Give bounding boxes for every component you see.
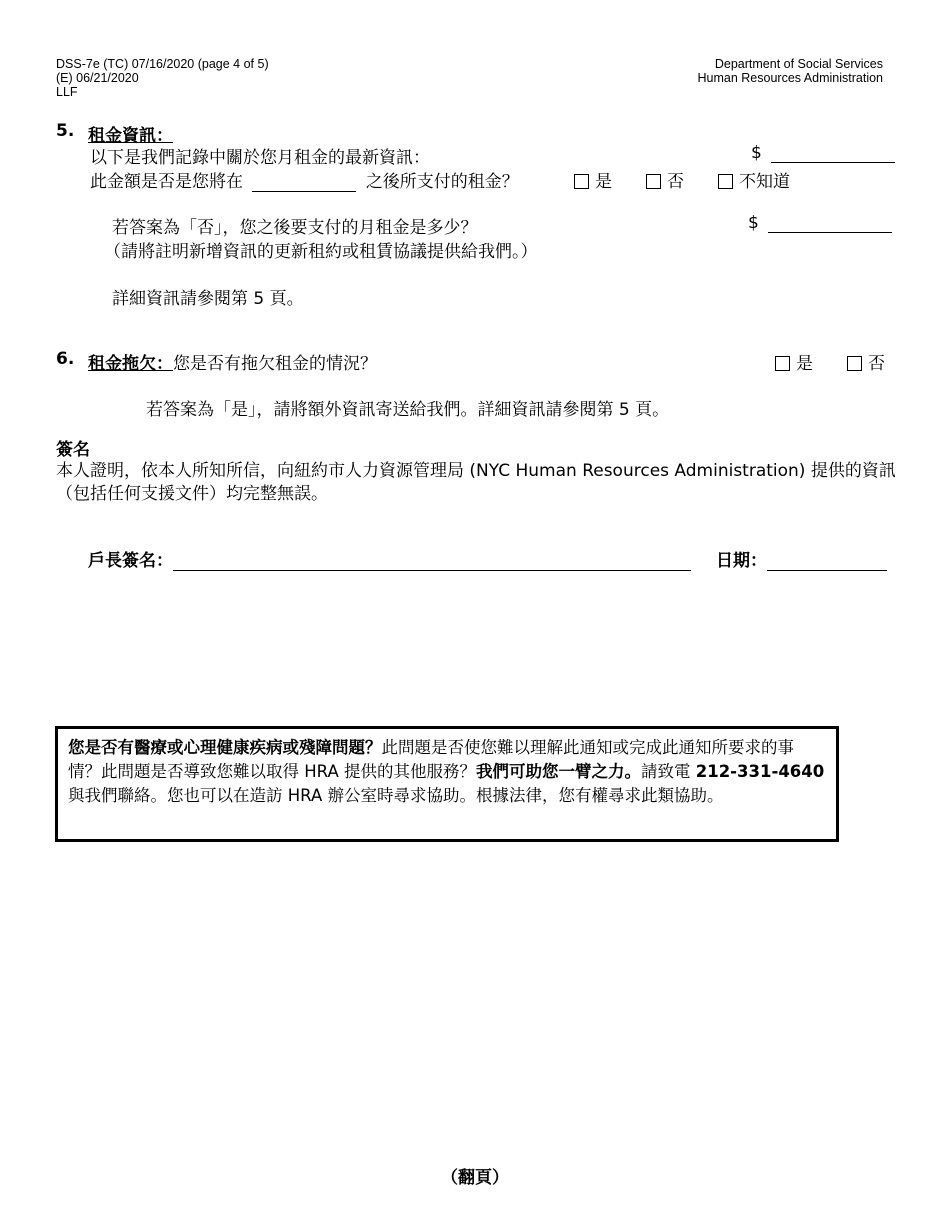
form-id-header: [56, 57, 269, 99]
section6-title: 租金拖欠：: [88, 354, 173, 374]
if-no-note: （請將註明新增資訊的更新租約或租賃協議提供給我們。）: [104, 242, 538, 262]
option-no[interactable]: [646, 167, 684, 192]
notice-help: 我們可助您一臂之力。: [475, 762, 641, 781]
section5-number: 5.: [56, 121, 75, 141]
notice-question: 您是否有醫療或心理健康疾病或殘障問題？: [68, 738, 382, 757]
label-unknown: 不知道: [739, 172, 790, 192]
date-field: [716, 546, 887, 571]
agency-division: Human Resources Administration: [697, 71, 883, 85]
section5-title: 租金資訊：: [88, 126, 173, 146]
label-yes: 是: [595, 172, 612, 192]
notice-text-3: 與我們聯絡。您也可以在造訪 HRA 辦公室時尋求協助。根據法律，您有權尋求此類協助。: [68, 786, 724, 805]
new-rent-line[interactable]: [768, 214, 892, 233]
option-yes[interactable]: [574, 167, 612, 192]
dollar-sign-2: $: [748, 213, 759, 233]
arrears-checkbox-yes[interactable]: [775, 356, 790, 371]
head-signature-field: [88, 546, 691, 571]
arrears-option-yes[interactable]: [775, 349, 813, 374]
form-revision: (E) 06/21/2020: [56, 71, 139, 85]
date-blank-line[interactable]: [252, 173, 356, 192]
arrears-label-no: 否: [868, 354, 885, 374]
option-unknown[interactable]: [718, 167, 790, 192]
label-no: 否: [667, 172, 684, 192]
checkbox-yes[interactable]: [574, 174, 589, 189]
if-no-question: 若答案為「否」，您之後要支付的月租金是多少？: [112, 218, 478, 238]
arrears-option-no[interactable]: [847, 349, 885, 374]
dollar-sign: $: [751, 143, 762, 163]
section6-if-yes: 若答案為「是」，請將額外資訊寄送給我們。詳細資訊請參閱第 5 頁。: [146, 400, 670, 420]
new-rent-field: [748, 213, 892, 233]
question-prefix: 此金額是否是您將在: [90, 172, 243, 192]
section5-details: 詳細資訊請參閱第 5 頁。: [112, 289, 304, 309]
section5-question: [90, 167, 519, 192]
date-line[interactable]: [767, 552, 887, 571]
notice-text-2: 請致電: [640, 762, 696, 781]
head-signature-label: 戶長簽名：: [88, 551, 173, 571]
arrears-checkbox-no[interactable]: [847, 356, 862, 371]
agency-header: [698, 57, 884, 85]
checkbox-unknown[interactable]: [718, 174, 733, 189]
section5-current-rent-text: 以下是我們記錄中關於您月租金的最新資訊：: [90, 148, 430, 168]
notice-phone: 212-331-4640: [695, 762, 825, 781]
signature-statement: 本人證明，依本人所知所信，向紐約市人力資源管理局 (NYC Human Resources Administration) 提供的資訊（包括任何支援文件）均完整無誤。: [56, 461, 896, 504]
current-rent-line: [771, 144, 895, 163]
agency-name: Department of Social Services: [714, 57, 883, 71]
section6-question: 您是否有拖欠租金的情況？: [173, 354, 377, 374]
page-turn-footer: （翻頁）: [441, 1168, 509, 1188]
date-label: 日期：: [716, 551, 767, 571]
head-signature-line[interactable]: [173, 552, 691, 571]
form-tag: LLF: [56, 85, 78, 99]
form-code: DSS-7e (TC) 07/16/2020 (page 4 of 5): [56, 57, 269, 71]
notice-text-1: 此問題是否使您難以理解此通知或完成此通知所要求的事情？此問題是否導致您難以取得 HRA 提供的其他服務？: [68, 738, 794, 781]
signature-heading: 簽名: [56, 440, 90, 460]
section6-line: [88, 349, 377, 374]
question-suffix: 之後所支付的租金？: [365, 172, 519, 192]
accessibility-notice: [55, 726, 839, 842]
arrears-label-yes: 是: [796, 354, 813, 374]
checkbox-no[interactable]: [646, 174, 661, 189]
section6-number: 6.: [56, 349, 75, 369]
current-rent-field: [751, 143, 895, 163]
